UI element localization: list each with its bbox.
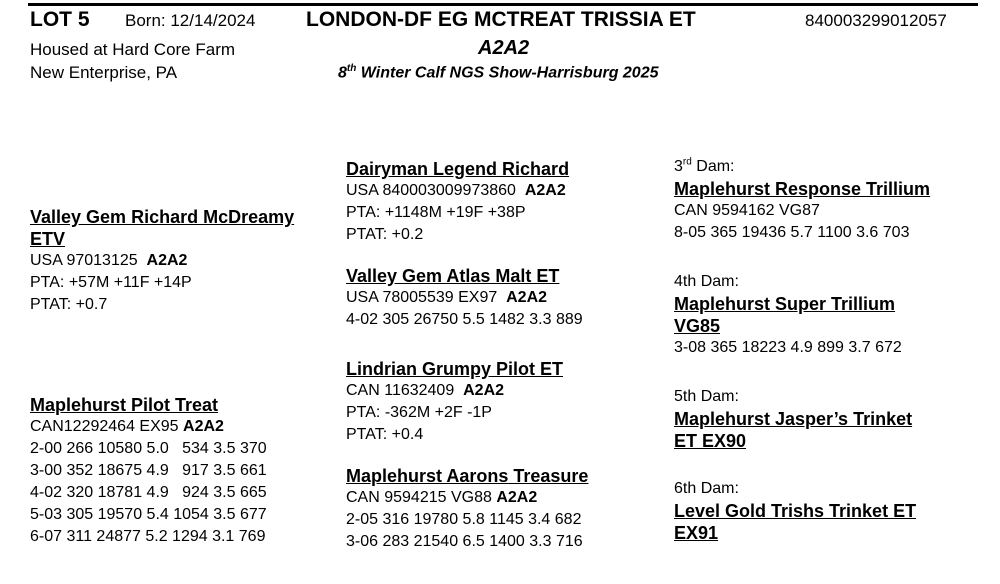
dam-dam-name: Maplehurst Aarons Treasure [346,466,589,486]
fourth-dam-record: 3-08 365 18223 4.9 899 3.7 672 [674,339,902,356]
dam-dam-record: 2-05 316 19780 5.8 1145 3.4 682 [346,511,582,528]
sire-dam-record: 4-02 305 26750 5.5 1482 3.3 889 [346,311,583,328]
housed-at: Housed at Hard Core Farm [30,40,236,59]
dam-sire-registration: CAN 11632409 A2A2 [346,382,505,399]
fourth-dam-block [674,271,902,359]
fourth-dam-name: Maplehurst Super Trillium [674,294,896,314]
dam-dam-registration: CAN 9594215 VG88 A2A2 [346,489,538,506]
sire-sire-name: Dairyman Legend Richard [346,159,570,179]
sire-sire-block [346,158,569,246]
sire-sire-pta: PTA: +1148M +19F +38P [346,204,526,221]
dam-sire-pta: PTA: -362M +2F -1P [346,404,492,421]
dam-record: 6-07 311 24877 5.2 1294 3.1 769 [30,528,266,545]
dam-record: 5-03 305 19570 5.4 1054 3.5 677 [30,506,267,523]
sire-dam-block [346,265,583,331]
sixth-dam-label: 6th Dam: [674,480,739,497]
third-dam-label: 3rd Dam: [674,156,735,175]
third-dam-name: Maplehurst Response Trillium [674,179,931,199]
dam-record: 4-02 320 18781 4.9 924 3.5 665 [30,484,267,501]
fourth-dam-label: 4th Dam: [674,273,739,290]
animal-title: LONDON-DF EG MCTREAT TRISSIA ET [306,8,696,31]
dam-dam-record: 3-06 283 21540 6.5 1400 3.3 716 [346,533,583,550]
registration-number: 840003299012057 [805,11,947,30]
dam-record: 3-00 352 18675 4.9 917 3.5 661 [30,462,267,479]
sire-block [30,206,294,316]
sire-name: Valley Gem Richard McDreamy [30,207,295,227]
sire-registration: USA 97013125 A2A2 [30,252,188,269]
fifth-dam-label: 5th Dam: [674,388,739,405]
dam-name: Maplehurst Pilot Treat [30,395,219,415]
show-name: 8th Winter Calf NGS Show-Harrisburg 2025 [338,63,659,82]
sire-name-suffix: ETV [30,229,66,249]
sire-ptat: PTAT: +0.7 [30,296,108,313]
dam-record: 2-00 266 10580 5.0 534 3.5 370 [30,440,267,457]
fifth-dam-classification: ET EX90 [674,431,747,451]
dam-registration: CAN12292464 EX95 A2A2 [30,418,224,435]
fourth-dam-classification: VG85 [674,316,721,336]
third-dam-record: 8-05 365 19436 5.7 1100 3.6 703 [674,224,910,241]
farm-location: New Enterprise, PA [30,63,178,82]
dam-sire-block [346,358,563,446]
dam-dam-block [346,465,588,553]
sire-sire-ptat: PTAT: +0.2 [346,226,424,243]
beta-casein-badge: A2A2 [478,37,530,59]
fifth-dam-name: Maplehurst Jasper’s Trinket [674,409,913,429]
lot-number: LOT 5 [30,8,90,31]
sixth-dam-block [674,478,916,544]
fifth-dam-block [674,386,912,452]
dam-block [30,394,267,548]
sixth-dam-classification: EX91 [674,523,719,543]
header-rule [28,3,978,6]
dam-sire-ptat: PTAT: +0.4 [346,426,424,443]
third-dam-block [674,156,930,244]
sire-pta: PTA: +57M +11F +14P [30,274,192,291]
third-dam-registration: CAN 9594162 VG87 [674,202,820,219]
sixth-dam-name: Level Gold Trishs Trinket ET [674,501,917,521]
sire-dam-registration: USA 78005539 EX97 A2A2 [346,289,548,306]
sire-dam-name: Valley Gem Atlas Malt ET [346,266,560,286]
birth-date: Born: 12/14/2024 [125,11,256,30]
sire-sire-registration: USA 840003009973860 A2A2 [346,182,566,199]
dam-sire-name: Lindrian Grumpy Pilot ET [346,359,564,379]
